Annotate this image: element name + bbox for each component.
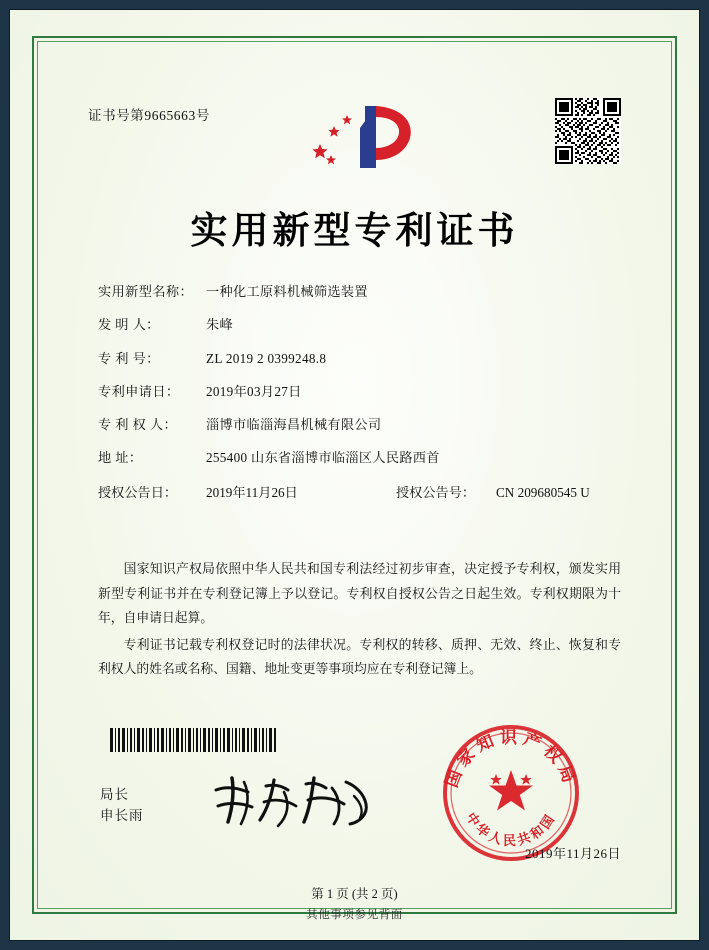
field-inventor xyxy=(98,315,629,335)
field-value: ZL 2019 2 0399248.8 xyxy=(206,350,327,366)
certificate-paper xyxy=(10,10,699,940)
director-name-label: 申长雨 xyxy=(100,807,144,823)
field-value: 淄博市临淄海昌机械有限公司 xyxy=(206,417,382,433)
field-grant-announcement xyxy=(98,482,629,501)
field-label: 专 利 号： xyxy=(98,350,160,366)
field-label: 发 明 人： xyxy=(98,317,160,333)
field-label: 实用新型名称： xyxy=(98,284,194,299)
field-patentee xyxy=(98,415,629,435)
field-label-secondary: 授权公告号： xyxy=(396,484,476,500)
signature-block xyxy=(100,785,144,827)
certificate-frame xyxy=(9,9,700,941)
paragraph-grant: 国家知识产权局依照中华人民共和国专利法经过初步审查，决定授予专利权，颁发实用新型专利证书并在专利登记簿上予以登记。专利权自授权公告之日起生效。专利权期限为十年，自申请日起算。 xyxy=(98,562,621,626)
svg-text:国家知识产权局: 国家知识产权局 xyxy=(441,728,581,791)
field-value: 255400 山东省淄博市临淄区人民路西首 xyxy=(206,450,440,466)
seal-date: 2019年11月26日 xyxy=(524,846,621,861)
field-value: 2019年11月26日 xyxy=(206,484,298,500)
legal-text-block xyxy=(98,557,621,684)
field-label: 授权公告日： xyxy=(98,484,178,500)
footnote: 其他事项参见背面 xyxy=(306,909,403,921)
field-invention-name xyxy=(98,282,629,302)
handwritten-signature xyxy=(208,772,383,832)
barcode xyxy=(110,728,276,752)
field-application-date xyxy=(98,382,629,402)
page-number: 第 1 页 (共 2 页) xyxy=(311,887,398,901)
qr-code xyxy=(555,98,621,164)
paragraph-registry: 专利证书记载专利权登记时的法律状况。专利权的转移、质押、无效、终止、恢复和专利权人的姓名或名称、国籍、地址变更等事项均应在专利登记簿上。 xyxy=(98,637,621,677)
field-value-secondary: CN 209680545 U xyxy=(496,484,590,500)
document-title: 实用新型专利证书 xyxy=(190,209,519,252)
field-value: 朱峰 xyxy=(206,317,233,333)
field-patent-number xyxy=(98,349,629,369)
field-label: 专利申请日： xyxy=(98,383,180,399)
svg-text:中华人民共和国: 中华人民共和国 xyxy=(462,810,560,849)
field-list xyxy=(98,282,629,514)
cnipa-logo-icon xyxy=(310,98,418,172)
certificate-number: 证书号第9665663号 xyxy=(88,108,210,123)
field-label: 专 利 权 人： xyxy=(98,417,178,433)
field-value: 一种化工原料机械筛选装置 xyxy=(206,284,368,299)
director-title-label: 局长 xyxy=(100,787,129,802)
field-value: 2019年03月27日 xyxy=(206,383,302,399)
field-label: 地 址： xyxy=(98,450,143,466)
field-address xyxy=(98,448,629,468)
